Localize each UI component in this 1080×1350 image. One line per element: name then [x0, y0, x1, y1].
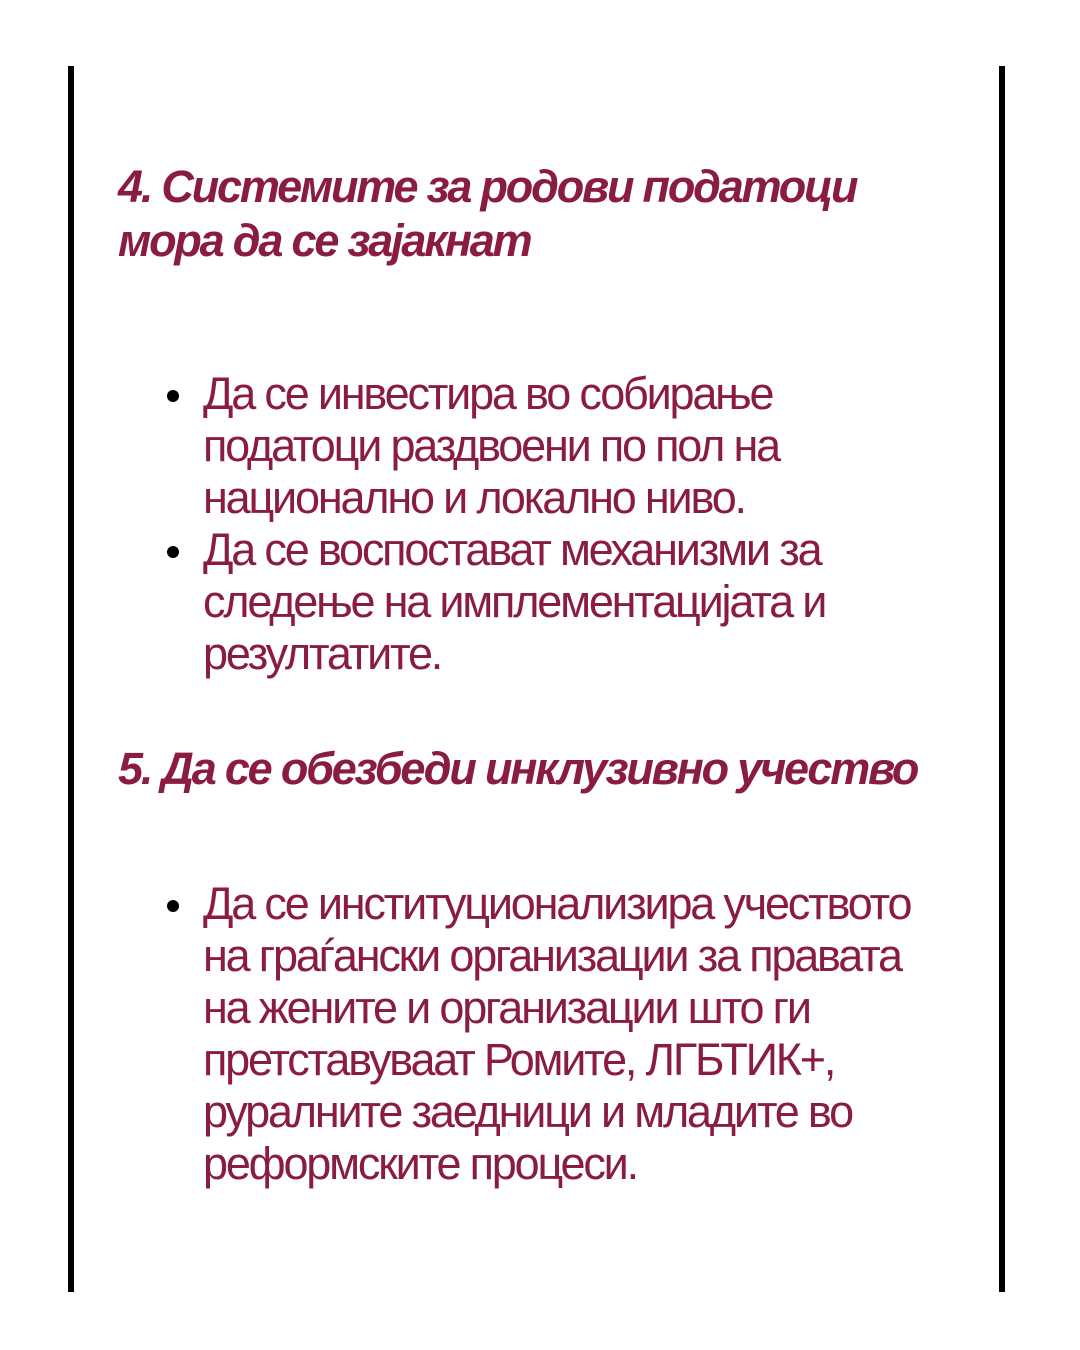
list-item	[118, 878, 948, 1190]
bullet-icon	[167, 900, 179, 912]
bullet-text: Да се инвестира во собирање податоци раздвоени по пол на национално и локално ниво.	[203, 368, 779, 523]
bullet-icon	[167, 546, 179, 558]
left-border-rule	[68, 66, 74, 1292]
bullet-text: Да се институционализира учеството на граѓански организации за правата на жените и организации што ги претставуваат Ромите, ЛГБТИК+, руралните заедници и младите во реформските процеси.	[203, 878, 911, 1189]
section-gender-data-systems	[118, 160, 948, 680]
bullet-text: Да се воспостават механизми за следење на имплементацијата и резултатите.	[203, 524, 826, 679]
bullet-list	[118, 368, 948, 680]
section-heading: 5. Да се обезбеди инклузивно учество	[118, 743, 918, 794]
bullet-icon	[167, 390, 179, 402]
list-item	[118, 524, 948, 680]
right-border-rule	[999, 66, 1005, 1292]
bullet-list	[118, 878, 948, 1190]
list-item	[118, 368, 948, 524]
section-heading: 4. Системите за родови податоци мора да се зајакнат	[118, 161, 857, 266]
section-inclusive-participation	[118, 742, 948, 1190]
main-content	[118, 160, 948, 1190]
